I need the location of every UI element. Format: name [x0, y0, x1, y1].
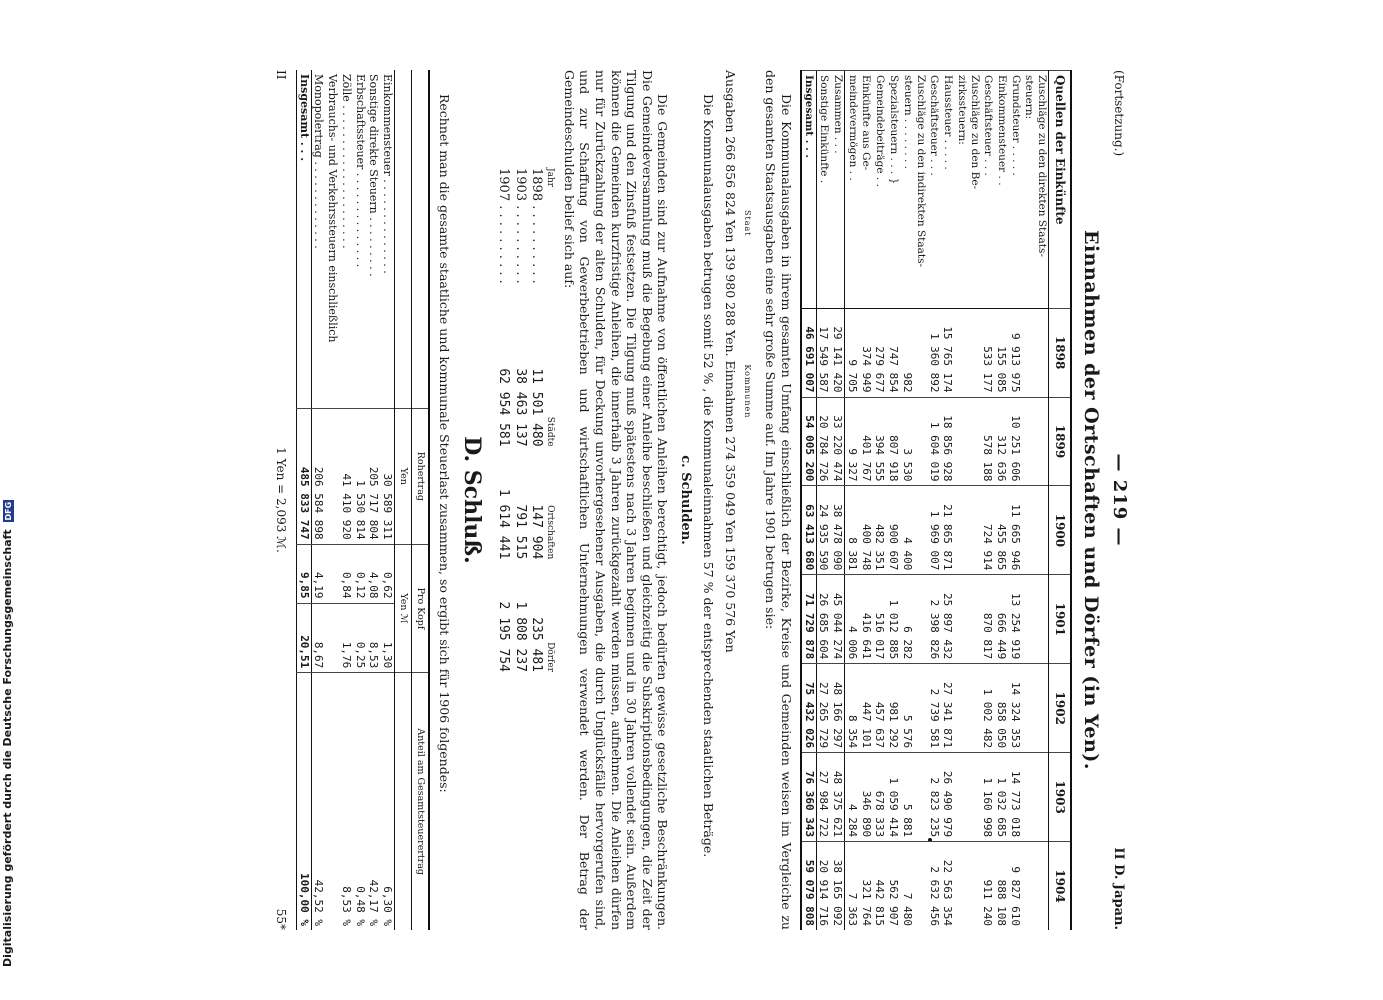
debts-col-header: Jahr — [545, 168, 556, 188]
cell-value: 10 251 606 — [1008, 397, 1022, 486]
debt-cities: 38 463 137 — [512, 368, 528, 447]
label-kommunen: Kommunen — [742, 364, 752, 419]
table-row — [1008, 71, 1022, 931]
cell-value — [968, 486, 981, 575]
cell-value: 312 636 — [995, 397, 1009, 486]
cell-value: 0,25 — [353, 603, 367, 673]
cell-value: 8 354 — [845, 664, 859, 753]
tax-col-header: Pro Kopf — [412, 544, 429, 673]
cell-value: 24 935 590 — [816, 486, 830, 575]
table-row — [859, 71, 873, 931]
cell-value: 8,67 — [311, 603, 325, 673]
expense-labels — [741, 70, 757, 930]
cell-value: 9,85 — [297, 544, 312, 603]
cell-value — [968, 842, 981, 930]
dfg-logo: DFG — [3, 501, 13, 521]
tax-subheader — [395, 673, 412, 930]
table-row — [511, 160, 527, 680]
debt-year: 1907 . . . . . . . . . . — [496, 168, 512, 284]
cell-value: 5 576 — [900, 664, 914, 753]
cell-value — [955, 575, 968, 664]
row-label: steuern: — [1022, 71, 1035, 309]
footer-conversion: 1 Yen = 2,093 ℳ. — [274, 447, 288, 553]
cell-value: 578 188 — [981, 397, 995, 486]
cell-value — [326, 673, 340, 930]
row-label: Einkünfte aus Ge- — [859, 71, 873, 309]
page-number: — 219 — — [1109, 453, 1130, 547]
cell-value: 678 333 — [873, 753, 887, 842]
cell-value — [968, 397, 981, 486]
cell-value: 75 432 026 — [801, 664, 816, 753]
cell-value: 26 685 604 — [816, 575, 830, 664]
table-row — [941, 71, 955, 931]
table-row — [830, 71, 844, 931]
cell-value — [968, 753, 981, 842]
cell-value: 48 166 297 — [830, 664, 844, 753]
cell-value — [1022, 308, 1035, 397]
cell-value — [1035, 486, 1049, 575]
cell-value: 8,53 — [367, 603, 381, 673]
cell-value: 3 530 — [900, 397, 914, 486]
row-label: Zölle . . . . . . . . . . . . . . . . . . . . . — [340, 74, 353, 249]
cell-value: 516 017 — [873, 575, 887, 664]
tax-col-header — [412, 70, 429, 409]
row-label: Geschäftsteuer . . . — [981, 71, 995, 309]
cell-value: 4 400 — [900, 486, 914, 575]
cell-value: 1 604 019 — [927, 397, 941, 486]
cell-value — [914, 397, 927, 486]
cell-value: 374 949 — [859, 308, 873, 397]
cell-value: 1 032 685 — [995, 753, 1009, 842]
cell-value — [1035, 575, 1049, 664]
cell-value: 900 607 — [886, 486, 900, 575]
cell-value — [1022, 753, 1035, 842]
cell-value: 279 677 — [873, 308, 887, 397]
table-row — [873, 71, 887, 931]
continuation-note: (Fortsetzung.) — [1112, 70, 1126, 157]
paragraph-debts: Die Gemeinden sind zur Aufnahme von öffentlichen Anleihen berechtigt, jedoch bedürfen gewisse gesetzliche Beschränkungen. Die Gemeindeversammlung muß die Begebung einer Anleihe beschließen und gleichzeitig die Subskriptionsbedingungen, die Zeit der Tilgung und den Zinsfuß festsetzen. Die Tilgung muß spätestens nach 3 Jahren beginnen und in 30 Jahren vollendet sein. Außerdem können die Gemeinden kurzfristige Anleihen, die innerhalb 3 Jahren zurückgezahlt werden müssen, aufnehmen. Die Anleihen dürfen nur für Zurückzahlung der alten Schulden, für Deckung unvorhergesehener Ausgaben, die durch Unglücksfälle hervorgerufen sind, und zur Schaffung von Gewerbebetrieben und wirtschaftlichen Unternehmungen verwendet werden. Der Betrag der Gemeindeschulden belief sich auf: — [561, 70, 671, 930]
cell-value: 485 833 747 — [297, 409, 312, 545]
col-header: 1901 — [1049, 575, 1072, 664]
table-row — [297, 70, 312, 930]
cell-value — [914, 486, 927, 575]
cell-value: 33 220 474 — [830, 397, 844, 486]
row-label: Haussteuer . . . . . — [941, 71, 955, 309]
cell-value — [1035, 753, 1049, 842]
cell-value — [955, 842, 968, 930]
cell-value: 21 865 871 — [941, 486, 955, 575]
cell-value: 8,53 % — [339, 673, 353, 930]
income-table — [800, 70, 1072, 930]
cell-value: 1 002 482 — [981, 664, 995, 753]
section-conclusion-heading: D. Schluß. — [459, 436, 486, 564]
col-header: 1902 — [1049, 664, 1072, 753]
row-label: Gemeindebeiträge . . — [873, 71, 887, 309]
cell-value: 455 865 — [995, 486, 1009, 575]
cell-value: 394 555 — [873, 397, 887, 486]
cell-value: 48 375 621 — [830, 753, 844, 842]
debts-table — [495, 160, 555, 680]
row-label: meindevermögen . . — [845, 71, 859, 309]
debt-year: 1898 . . . . . . . . . . — [528, 168, 544, 284]
cell-value: 807 918 — [886, 397, 900, 486]
cell-value: 63 413 680 — [801, 486, 816, 575]
paragraph-tax-burden: Rechnet man die gesamte staatliche und kommunale Steuerlast zusammen, so ergibt sich für 1906 folgendes: — [436, 94, 452, 793]
section-label: II D. Japan. — [1111, 847, 1126, 930]
cell-value — [1035, 664, 1049, 753]
row-label: Sonstige Einkünfte . — [816, 71, 830, 309]
cell-value: 981 292 — [886, 664, 900, 753]
debt-towns: 791 515 — [512, 504, 528, 560]
cell-value: 0,48 % — [353, 673, 367, 930]
cell-value: 76 360 343 — [801, 753, 816, 842]
cell-value: 346 890 — [859, 753, 873, 842]
cell-value: 71 729 878 — [801, 575, 816, 664]
cell-value: 442 815 — [873, 842, 887, 930]
row-label: Einkommensteuer . . — [995, 71, 1009, 309]
cell-value: 747 854 — [886, 308, 900, 397]
col-header: 1904 — [1049, 842, 1072, 930]
cell-value — [914, 664, 927, 753]
cell-value: 1,76 — [339, 603, 353, 673]
table-row — [886, 71, 900, 931]
cell-value: 155 085 — [995, 308, 1009, 397]
cell-value — [1022, 486, 1035, 575]
table-row — [927, 71, 941, 931]
cell-value: 45 044 274 — [830, 575, 844, 664]
footer-signature: 55* — [274, 908, 288, 930]
cell-value: 13 254 919 — [1008, 575, 1022, 664]
debt-villages: 1 808 237 — [512, 601, 528, 672]
cell-value: 27 984 722 — [816, 753, 830, 842]
table-row — [845, 71, 859, 931]
col-header: 1903 — [1049, 753, 1072, 842]
cell-value — [955, 753, 968, 842]
debts-col-header: Dörfer — [545, 642, 556, 672]
row-label: Verbrauchs- und Verkehrssteuern einschließlich — [326, 74, 340, 343]
cell-value — [968, 664, 981, 753]
cell-value: 9 827 610 — [1008, 842, 1022, 930]
cell-value: 20 914 716 — [816, 842, 830, 930]
row-label: Zuschläge zu den indirekten Staats- — [914, 71, 927, 309]
tax-col-header: Anteil am Gesamtsteuerertrag — [412, 673, 429, 930]
cell-value — [968, 575, 981, 664]
cell-value — [1022, 842, 1035, 930]
row-label: Zuschläge zu den direkten Staats- — [1035, 71, 1049, 309]
cell-value: 982 — [900, 308, 914, 397]
cell-value — [1022, 575, 1035, 664]
cell-value: 22 563 354 — [941, 842, 955, 930]
cell-value: 5 881 — [900, 753, 914, 842]
table-row — [367, 70, 381, 930]
cell-value: 42,17 % — [367, 673, 381, 930]
cell-value — [955, 308, 968, 397]
cell-value: 27 265 729 — [816, 664, 830, 753]
cell-value — [914, 842, 927, 930]
table-row — [311, 70, 325, 930]
row-label: Monopolertrag . . . . . . . . . . . . . — [312, 74, 326, 249]
table-row — [900, 71, 914, 931]
cell-value: 14 773 018 — [1008, 753, 1022, 842]
cell-value: 54 005 200 — [801, 397, 816, 486]
table-row — [326, 70, 340, 930]
cell-value — [1022, 664, 1035, 753]
ausgaben-line: Ausgaben 266 856 824 Yen 139 980 288 Yen — [723, 70, 738, 353]
debt-cities: 62 954 581 — [496, 368, 512, 447]
cell-value: 6,30 % — [381, 673, 395, 930]
cell-value — [326, 409, 340, 545]
row-label: Insgesamt . . . — [801, 71, 816, 309]
cell-value: 59 079 808 — [801, 842, 816, 930]
tax-subheader — [395, 70, 412, 409]
cell-value: 4,19 — [311, 544, 325, 603]
cell-value: 7 480 — [900, 842, 914, 930]
tax-burden-table — [296, 70, 430, 930]
cell-value: 888 108 — [995, 842, 1009, 930]
cell-value — [1022, 397, 1035, 486]
expense-values: Ausgaben 266 856 824 Yen 139 980 288 Yen. Einnahmen 274 359 049 Yen 159 370 576 Yen — [723, 70, 738, 653]
cell-value: 20 784 726 — [816, 397, 830, 486]
cell-value — [1035, 397, 1049, 486]
cell-value: 4 006 — [845, 575, 859, 664]
row-label: Einkommensteuer . . . . . . . . . . . . . . — [381, 74, 395, 274]
table1-title: Einnahmen der Ortschaften und Dörfer (in Yen). — [1080, 230, 1102, 770]
cell-value: 15 765 174 — [941, 308, 955, 397]
table-row — [353, 70, 367, 930]
cell-value: 2 739 581 — [927, 664, 941, 753]
cell-value: 9 327 — [845, 397, 859, 486]
debts-col-header: Städte — [545, 416, 556, 447]
table-row — [381, 70, 395, 930]
cell-value — [326, 603, 340, 673]
cell-value: 562 907 — [886, 842, 900, 930]
debt-cities: 11 501 480 — [528, 368, 544, 447]
cell-value: 724 914 — [981, 486, 995, 575]
row-label: steuern . . . . . . . . — [900, 71, 914, 309]
cell-value: 482 351 — [873, 486, 887, 575]
tax-subheader: Yen ℳ — [395, 544, 412, 673]
cell-value: 29 141 420 — [830, 308, 844, 397]
subsection-debts: c. Schulden. — [677, 455, 693, 545]
cell-value: 1 059 414 — [886, 753, 900, 842]
cell-value: 11 665 946 — [1008, 486, 1022, 575]
cell-value: 9 705 — [845, 308, 859, 397]
tax-col-header: Rohertrag — [412, 409, 429, 545]
cell-value: 1 969 007 — [927, 486, 941, 575]
income-table-body — [801, 71, 1049, 931]
row-label: Grundsteuer . . . . . — [1008, 71, 1022, 309]
cell-value — [914, 308, 927, 397]
cell-value — [914, 753, 927, 842]
einnahmen-line: Einnahmen 274 359 049 Yen 159 370 576 Yen — [723, 360, 738, 653]
row-label: Zusammen . . . — [830, 71, 844, 309]
cell-value: 9 913 975 — [1008, 308, 1022, 397]
cell-value: 321 764 — [859, 842, 873, 930]
row-label: Erbschaftssteuer . . . . . . . . . . . . . . — [353, 74, 367, 268]
cell-value: 42,52 % — [311, 673, 325, 930]
table-row — [1035, 71, 1049, 931]
footer-sheet-mark: II — [274, 70, 288, 80]
col-header: Quellen der Einkünfte — [1049, 71, 1072, 309]
debt-towns: 147 904 — [528, 504, 544, 560]
cell-value: 0,84 — [339, 544, 353, 603]
cell-value: 2 632 456 — [927, 842, 941, 930]
table-row — [495, 160, 511, 680]
cell-value: 18 856 928 — [941, 397, 955, 486]
row-label: Insgesamt . . . — [297, 70, 312, 409]
cell-value: 46 691 007 — [801, 308, 816, 397]
cell-value: 26 490 979 — [941, 753, 955, 842]
page-footer — [268, 70, 288, 930]
cell-value: 6 282 — [900, 575, 914, 664]
rotated-document-page — [10, 70, 1130, 930]
debt-villages: 235 481 — [528, 617, 544, 672]
debt-year: 1903 . . . . . . . . . . — [512, 168, 528, 284]
row-label: Zuschläge zu den Be- — [968, 71, 981, 309]
cell-value: 14 324 353 — [1008, 664, 1022, 753]
cell-value: 1 012 885 — [886, 575, 900, 664]
cell-value: 206 584 898 — [311, 409, 325, 545]
cell-value: 870 817 — [981, 575, 995, 664]
paragraph-expenditure: Die Kommunalausgaben in ihrem gesamten Umfang einschließlich der Bezirke, Kreise und Gemeinden weisen im Vergleiche zu den gesamten Staatsausgaben eine sehr große Summe auf. Im Jahre 1901 betrugen sie: — [763, 70, 794, 930]
table-row — [955, 71, 968, 931]
table-row — [995, 71, 1009, 931]
cell-value: 100,00 % — [297, 673, 312, 930]
cell-value: 0,62 — [381, 544, 395, 603]
income-table-header — [1049, 71, 1072, 931]
cell-value — [955, 664, 968, 753]
debt-villages: 2 195 754 — [496, 601, 512, 672]
cell-value: 457 637 — [873, 664, 887, 753]
cell-value: 0,12 — [353, 544, 367, 603]
cell-value: 38 478 090 — [830, 486, 844, 575]
row-label: Spezialsteuern . . . } — [886, 71, 900, 309]
cell-value: 27 341 871 — [941, 664, 955, 753]
cell-value: 41 410 920 — [339, 409, 353, 545]
debts-col-header: Ortschaften — [545, 505, 556, 560]
cell-value: 30 589 311 — [381, 409, 395, 545]
cell-value: 1 160 998 — [981, 753, 995, 842]
cell-value — [955, 486, 968, 575]
col-header: 1900 — [1049, 486, 1072, 575]
cell-value: 2 398 826 — [927, 575, 941, 664]
cell-value: 8 381 — [845, 486, 859, 575]
tax-subheader: Yen — [395, 409, 412, 545]
table-row — [981, 71, 995, 931]
cell-value — [1035, 308, 1049, 397]
digitization-credit-text: Digitalisierung gefördert durch die Deutsche Forschungsgemeinschaft — [1, 529, 14, 967]
cell-value: 7 363 — [845, 842, 859, 930]
table-row — [914, 71, 927, 931]
cell-value: 858 050 — [995, 664, 1009, 753]
cell-value: 2 823 235 — [927, 753, 941, 842]
cell-value: 4,08 — [367, 544, 381, 603]
col-header: 1898 — [1049, 308, 1072, 397]
cell-value — [914, 575, 927, 664]
page-header — [1104, 70, 1130, 930]
cell-value — [1035, 842, 1049, 930]
debt-towns: 1 614 441 — [496, 488, 512, 560]
tax-burden-body — [297, 70, 395, 930]
cell-value: 416 641 — [859, 575, 873, 664]
cell-value: 205 717 804 — [367, 409, 381, 545]
table-row — [801, 71, 816, 931]
cell-value: 533 177 — [981, 308, 995, 397]
cell-value: 38 165 092 — [830, 842, 844, 930]
table-row — [339, 70, 353, 930]
paragraph-ratios: Die Kommunalausgaben betrugen somit 52 % , die Kommunaleinnahmen 57 % der entsprechenden staatlichen Beträge. — [701, 94, 717, 858]
cell-value — [968, 308, 981, 397]
cell-value: 1 360 892 — [927, 308, 941, 397]
row-label: zirkssteuern: — [955, 71, 968, 309]
cell-value: 400 748 — [859, 486, 873, 575]
cell-value: 447 101 — [859, 664, 873, 753]
cell-value: 1,30 — [381, 603, 395, 673]
cell-value: 666 449 — [995, 575, 1009, 664]
cell-value: 4 284 — [845, 753, 859, 842]
row-label: Geschäftsteuer . . . — [927, 71, 941, 309]
cell-value — [955, 397, 968, 486]
cell-value: 25 897 432 — [941, 575, 955, 664]
table-row — [968, 71, 981, 931]
cell-value: 20,51 — [297, 603, 312, 673]
cell-value: 17 549 587 — [816, 308, 830, 397]
cell-value: 1 530 814 — [353, 409, 367, 545]
table-row — [1022, 71, 1035, 931]
col-header: 1899 — [1049, 397, 1072, 486]
table-row — [816, 71, 830, 931]
cell-value: 401 767 — [859, 397, 873, 486]
cell-value: 911 240 — [981, 842, 995, 930]
table-row — [528, 160, 544, 680]
label-staat: Staat — [742, 210, 752, 237]
row-label: Sonstige direkte Steuern . . . . . . . . . — [367, 74, 381, 277]
cell-value — [326, 544, 340, 603]
